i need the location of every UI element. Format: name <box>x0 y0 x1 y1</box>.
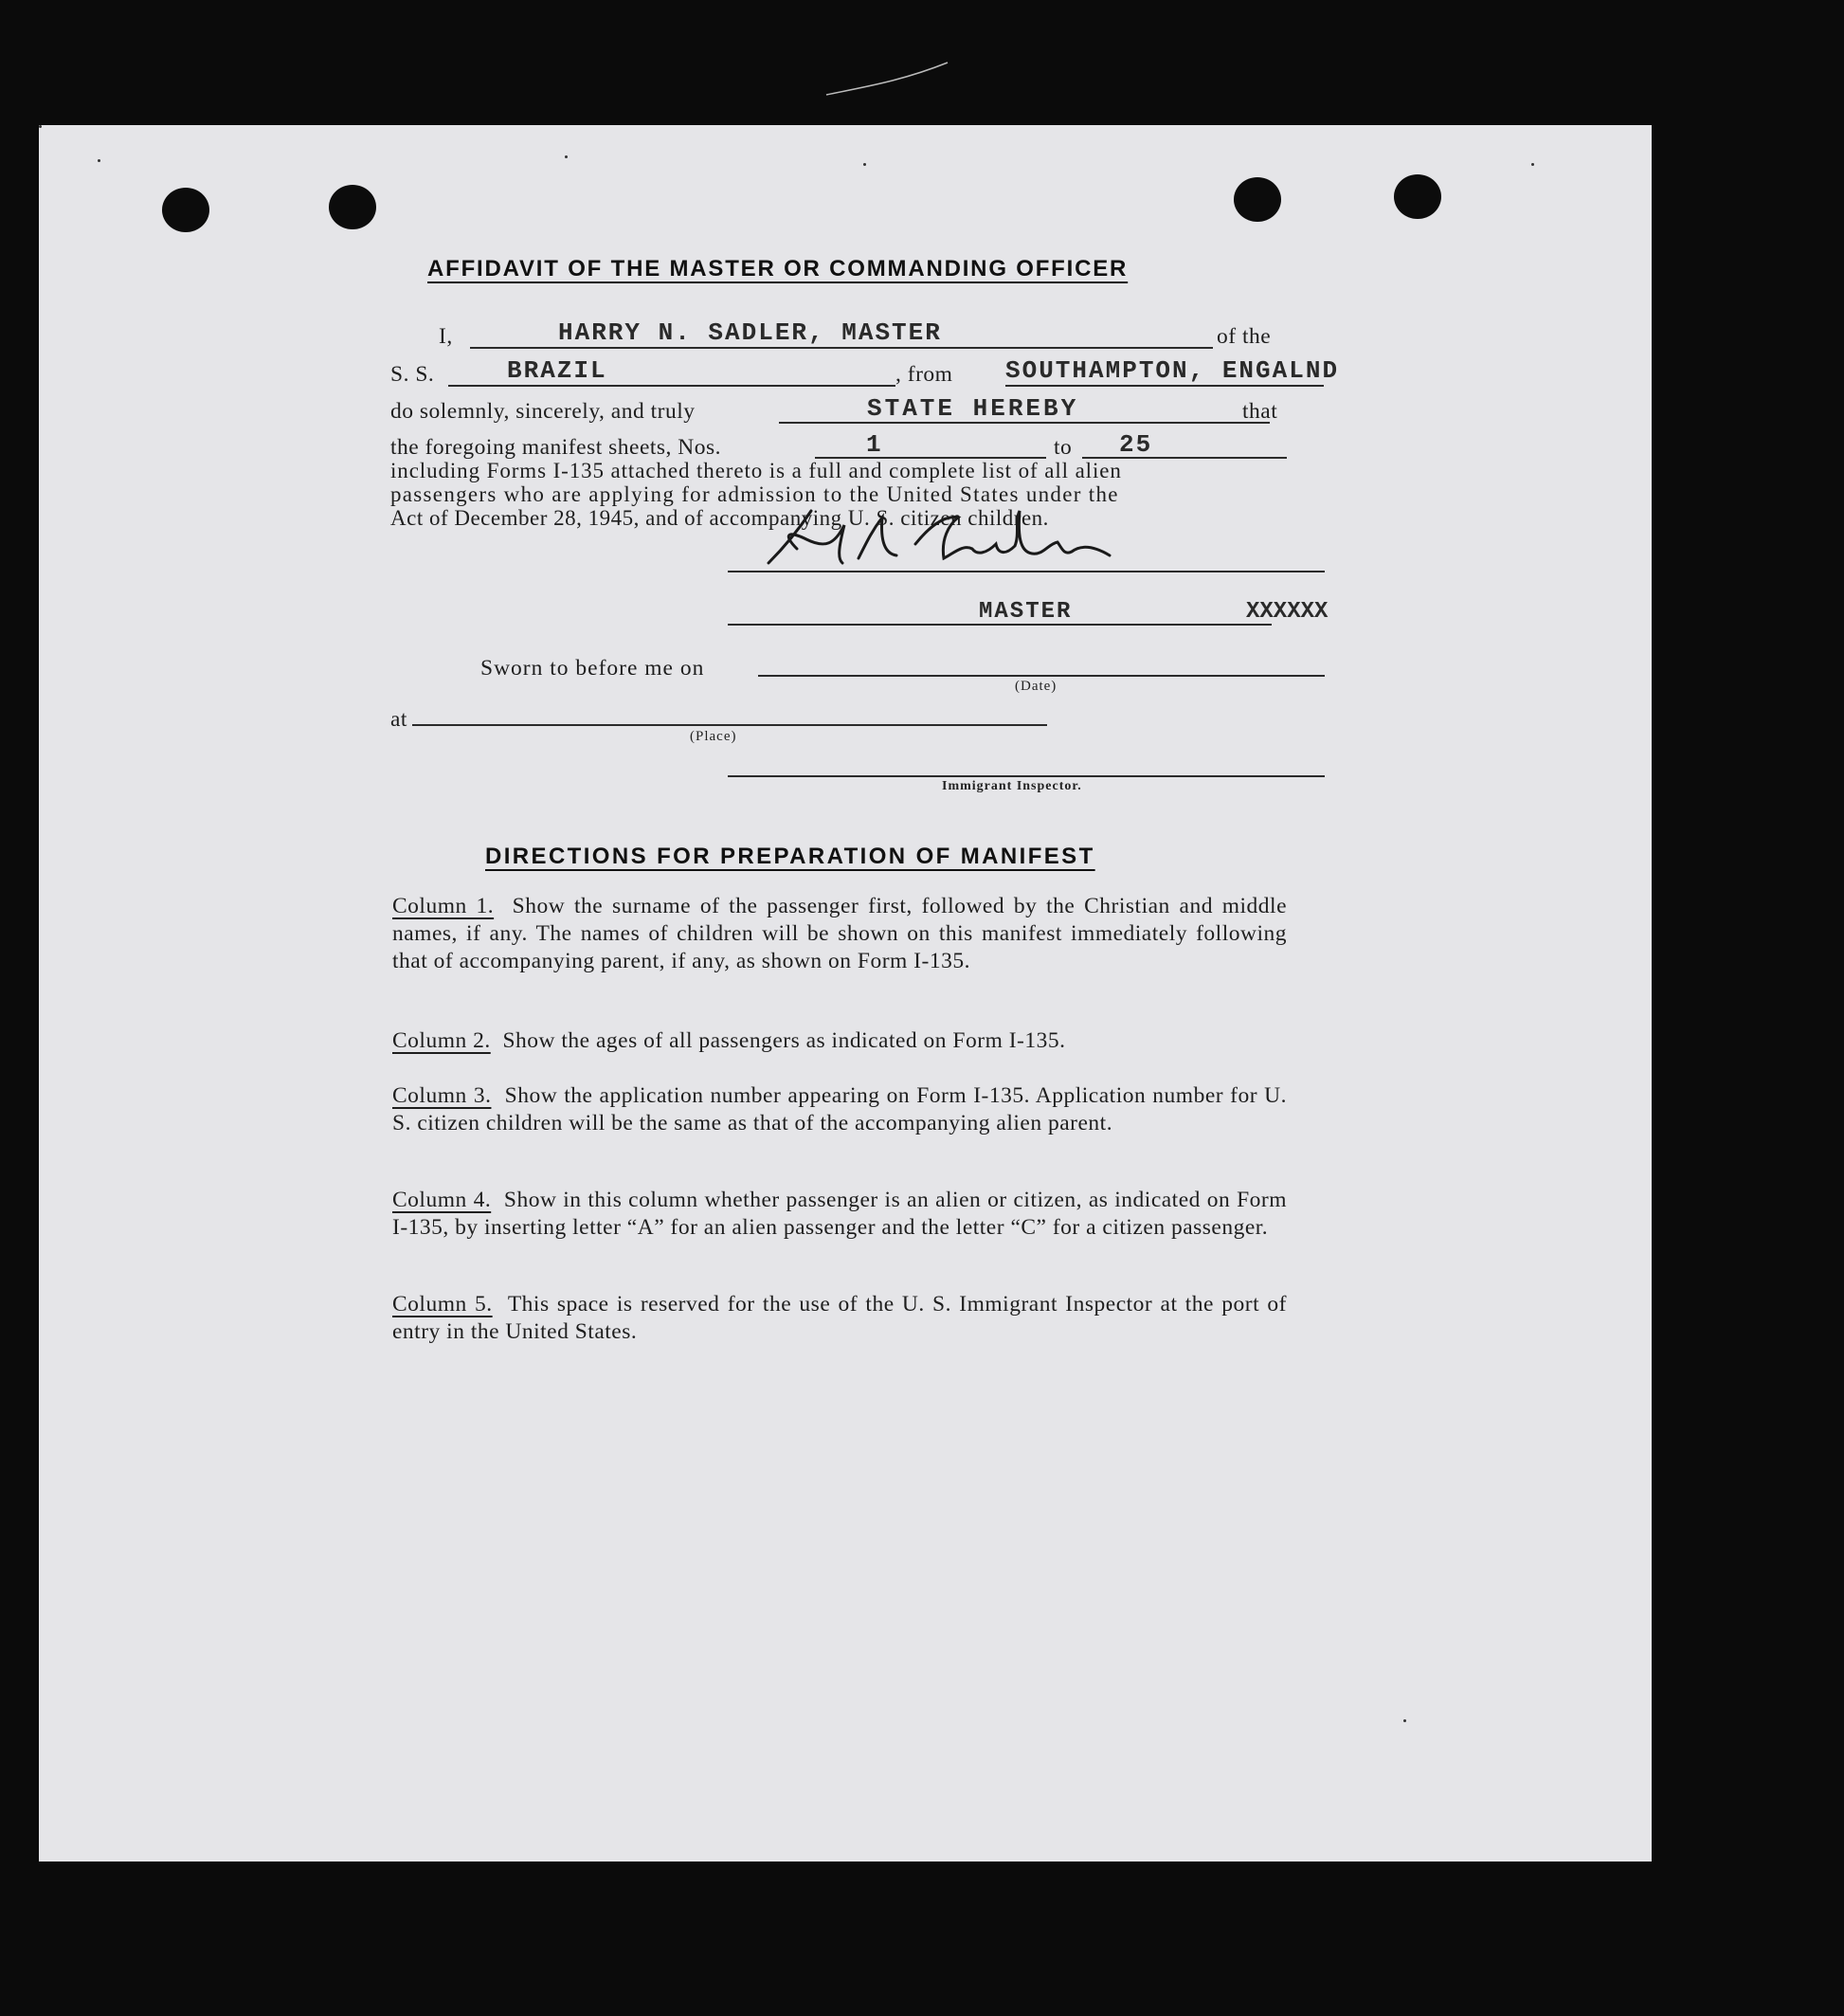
port-rule <box>1005 385 1324 387</box>
sheet-from: 1 <box>866 430 883 459</box>
direction-label: Column 1. <box>392 894 495 918</box>
inspector-rule <box>728 775 1325 777</box>
direction-item <box>392 1027 1287 1055</box>
sheet-content <box>39 125 1652 1862</box>
line2-middle: , from <box>895 362 953 387</box>
direction-label: Column 3. <box>392 1083 492 1108</box>
affidavit-title: AFFIDAVIT OF THE MASTER OR COMMANDING OFFICER <box>427 256 1129 282</box>
place-caption: (Place) <box>690 729 737 744</box>
direction-item <box>392 1187 1287 1242</box>
line1-prefix: I, <box>439 324 453 349</box>
line4-prefix: the foregoing manifest sheets, Nos. <box>390 435 722 460</box>
direction-text: Show the ages of all passengers as indicated on Form I-135. <box>502 1028 1066 1053</box>
inspector-caption: Immigrant Inspector. <box>942 779 1082 793</box>
direction-text: Show the application number appearing on Form I-135. Application number for U. S. citizen children will be the same as that of the accompanying alien parent. <box>392 1083 1288 1135</box>
direction-item <box>392 1291 1287 1346</box>
ship-name: BRAZIL <box>507 356 607 385</box>
direction-text: Show in this column whether passenger is an alien or citizen, as indicated on Form I-135, by inserting letter “A” for an alien passenger and the letter “C” for a citizen passenger. <box>392 1188 1288 1240</box>
line1-suffix: of the <box>1217 324 1272 349</box>
affidavit-body-line: passengers who are applying for admission to the United States under the <box>390 482 1119 506</box>
place-rule <box>412 724 1047 726</box>
film-scratch <box>824 59 957 99</box>
sworn-label: Sworn to before me on <box>480 656 705 681</box>
direction-text: Show the surname of the passenger first, followed by the Christian and middle names, if any. The names of children will be shown on this manifest immediately following that of accompanying parent, if any, as shown on Form I-135. <box>392 894 1288 973</box>
direction-text: This space is reserved for the use of the U. S. Immigrant Inspector at the port of entry in the United States. <box>392 1292 1287 1344</box>
line3-prefix: do solemnly, sincerely, and truly <box>390 399 696 424</box>
affidavit-sheet <box>39 125 1652 1862</box>
affidavit-body-line: Act of December 28, 1945, and of accompanying U. S. citizen children. <box>390 506 1049 530</box>
struck-title: XXXXXX <box>1246 599 1329 625</box>
line4-middle: to <box>1054 435 1073 460</box>
affidavit-body-line: including Forms I-135 attached thereto is a full and complete list of all alien <box>390 459 1122 482</box>
departure-port: SOUTHAMPTON, ENGALND <box>1005 356 1340 385</box>
direction-label: Column 5. <box>392 1292 493 1317</box>
direction-item <box>392 1082 1287 1137</box>
direction-item <box>392 893 1287 975</box>
at-label: at <box>390 707 407 732</box>
date-caption: (Date) <box>1015 679 1058 694</box>
line3-suffix: that <box>1242 399 1278 424</box>
sheet-to: 25 <box>1119 430 1153 459</box>
direction-label: Column 4. <box>392 1188 492 1212</box>
ship-name-rule <box>448 385 895 387</box>
direction-label: Column 2. <box>392 1028 491 1053</box>
signature-rule <box>728 571 1325 572</box>
directions-title: DIRECTIONS FOR PREPARATION OF MANIFEST <box>485 844 1095 869</box>
declaration: STATE HEREBY <box>867 394 1079 423</box>
line2-prefix: S. S. <box>390 362 435 387</box>
master-name-rule <box>470 347 1213 349</box>
master-name: HARRY N. SADLER, MASTER <box>558 318 942 347</box>
date-rule <box>758 675 1325 677</box>
master-title: MASTER <box>979 599 1073 625</box>
